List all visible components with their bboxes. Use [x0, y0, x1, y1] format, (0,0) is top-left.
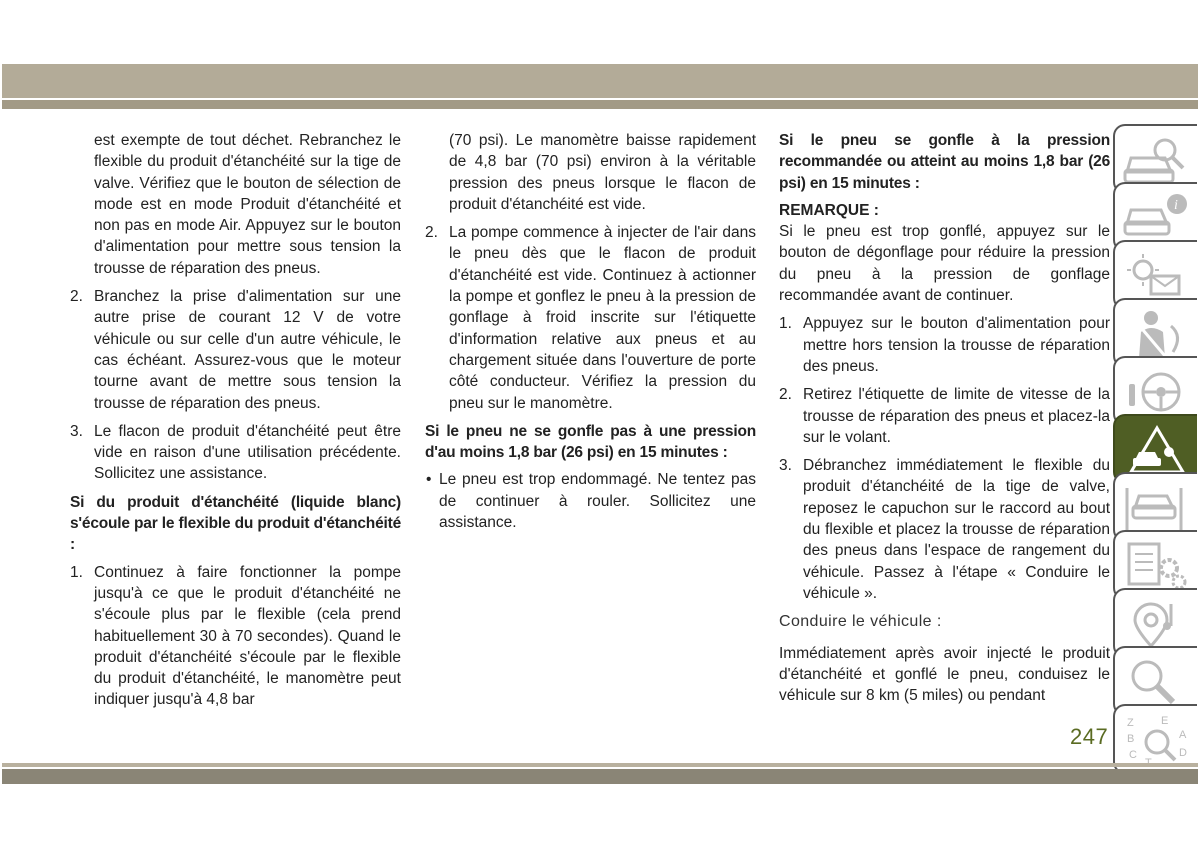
- column-2: [425, 130, 756, 540]
- index-letter: B: [1127, 733, 1135, 745]
- paragraph-continuation: (70 psi). Le manomètre baisse rapidement de 4,8 bar (70 psi) environ à la véritable pression des pneus lorsque le flacon de produit d'étanchéité est vide.: [449, 132, 756, 213]
- bullet-dot: •: [426, 471, 432, 489]
- list-item: [70, 421, 401, 485]
- subheading: Conduire le véhicule :: [779, 613, 942, 631]
- index-letter: Z: [1127, 717, 1134, 729]
- list-number: 2.: [70, 288, 83, 306]
- list-number: 3.: [779, 457, 792, 475]
- list-item: [425, 222, 756, 414]
- list-text: Appuyez sur le bouton d'alimentation pour mettre hors tension la trousse de réparation des pneus.: [803, 315, 1110, 375]
- note-text: Si le pneu est trop gonflé, appuyez sur le bouton de dégonflage pour réduire la pression du pneu à la pression de gonflage recommandée avant de continuer.: [779, 223, 1110, 305]
- paragraph-continuation: est exempte de tout déchet. Rebranchez le flexible du produit d'étanchéité sur la tige de valve. Vérifiez que le bouton de sélection de mode est en mode Produit d'étanchéité et non pas en mode Air. Appuyez sur le bouton d'alimentation pour mettre sous tension la trousse de réparation des pneus.: [94, 132, 401, 277]
- footer-rule: [2, 763, 1198, 767]
- header-band: [2, 64, 1198, 98]
- list-number: 3.: [70, 422, 83, 440]
- list-text: Le flacon de produit d'étanchéité peut être vide en raison d'une utilisation précédente. Sollicitez une assistance.: [94, 422, 401, 483]
- index-letter: A: [1179, 729, 1187, 741]
- list-text: La pompe commence à injecter de l'air dans le pneu dès que le flacon de produit d'étanchéité est vide. Continuez à actionner la pompe et gonflez le pneu à la pression de gonflage à froid inscrite sur l'étiquette d'information relative aux pneus et au chargement située dans l'ouverture de porte côté conducteur. Vérifiez la pression du pneu sur le manomètre.: [449, 224, 756, 412]
- list-number: 1.: [70, 563, 83, 581]
- bullet-item: [425, 469, 756, 533]
- list-item: [779, 455, 1110, 604]
- column-1: [70, 130, 401, 718]
- list-text: Continuez à faire fonctionner la pompe jusqu'à ce que le produit d'étanchéité ne s'écoule plus par le flexible (cela prend habituellement 30 à 70 secondes). Quand le produit d'étanchéité s'écoule par le flexible du produit d'étanchéité, le manomètre peut indiquer jusqu'à 4,8 bar: [94, 563, 401, 709]
- list-text: Débranchez immédiatement le flexible du produit d'étanchéité de la tige de valve, reposez le capuchon sur le raccord au bout du flexible et placez la trousse de réparation des pneus dans l'espace de rangement du véhicule. Passez à l'étape « Conduire le véhicule ».: [803, 457, 1110, 602]
- column-3: [779, 130, 1110, 706]
- index-letter: E: [1161, 715, 1169, 727]
- list-item: [779, 313, 1110, 377]
- list-item: [70, 286, 401, 414]
- index-letter: D: [1179, 747, 1187, 759]
- list-text: Branchez la prise d'alimentation sur une autre prise de courant 12 V de votre véhicule ou sur celle d'un autre véhicule, le cas échéant. Assurez-vous que le moteur tourne avant de mettre sous tension la trousse de réparation des pneus.: [94, 288, 401, 412]
- header-rule: [2, 100, 1198, 109]
- page-number: 247: [1070, 724, 1109, 749]
- list-item: [779, 384, 1110, 448]
- list-number: 2.: [779, 386, 792, 404]
- section-heading: Si du produit d'étanchéité (liquide blanc) s'écoule par le flexible du produit d'étanchéité :: [70, 493, 401, 554]
- paragraph: Immédiatement après avoir injecté le produit d'étanchéité et gonflé le pneu, conduisez le véhicule sur 8 km (5 miles) ou pendant: [779, 644, 1110, 705]
- index-letter: C: [1129, 749, 1137, 761]
- svg-text:i: i: [1174, 198, 1178, 213]
- footer-band: [2, 769, 1198, 784]
- note-label: REMARQUE :: [779, 201, 879, 219]
- list-number: 1.: [779, 315, 792, 333]
- list-text: Retirez l'étiquette de limite de vitesse de la trousse de réparation des pneus et placez-la sur le volant.: [803, 386, 1110, 446]
- alphabet-index-icon: [1121, 712, 1193, 770]
- section-heading: Si le pneu se gonfle à la pression recommandée ou atteint au moins 1,8 bar (26 psi) en 15 minutes :: [779, 132, 1110, 192]
- list-number: 2.: [425, 224, 438, 242]
- bullet-text: Le pneu est trop endommagé. Ne tentez pas de continuer à rouler. Sollicitez une assistance.: [439, 471, 756, 532]
- list-item: [70, 562, 401, 711]
- section-heading: Si le pneu ne se gonfle pas à une pression d'au moins 1,8 bar (26 psi) en 15 minutes :: [425, 422, 756, 462]
